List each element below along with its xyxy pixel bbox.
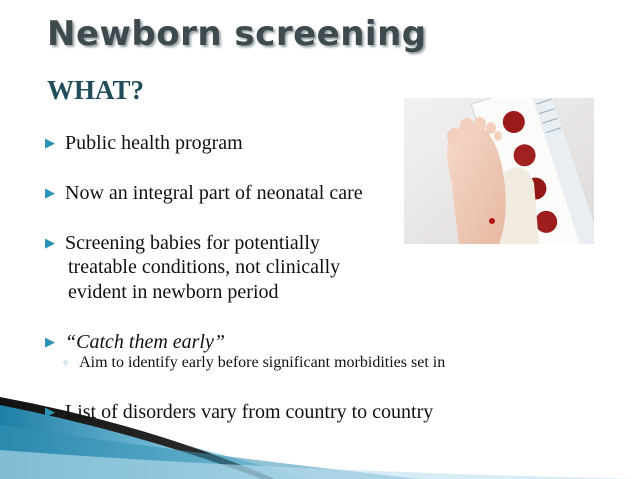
slide-subheading: WHAT? (47, 75, 145, 105)
bullet-text: Now an integral part of neonatal care (65, 182, 363, 204)
triangle-right-icon: ▶ (45, 405, 55, 420)
ring-icon: ◦ (62, 356, 70, 370)
bullet-continuation: treatable conditions, not clinically (68, 256, 341, 278)
triangle-right-icon: ▶ (45, 186, 55, 201)
bullet-continuation: evident in newborn period (68, 281, 279, 303)
bullet-text: Screening babies for potentially (65, 232, 320, 254)
bullet-text: “Catch them early” (65, 331, 225, 353)
heel-prick-photo (404, 98, 594, 244)
sub-bullet-text: Aim to identify early before significant morbidities set in (79, 354, 446, 371)
triangle-right-icon: ▶ (45, 136, 55, 151)
triangle-right-icon: ▶ (45, 236, 55, 251)
bullet-text: List of disorders vary from country to country (65, 401, 434, 423)
bullet-text: Public health program (65, 132, 243, 154)
triangle-right-icon: ▶ (45, 335, 55, 350)
slide-title: Newborn screening (47, 14, 427, 54)
sub-bullet-item (62, 354, 445, 372)
